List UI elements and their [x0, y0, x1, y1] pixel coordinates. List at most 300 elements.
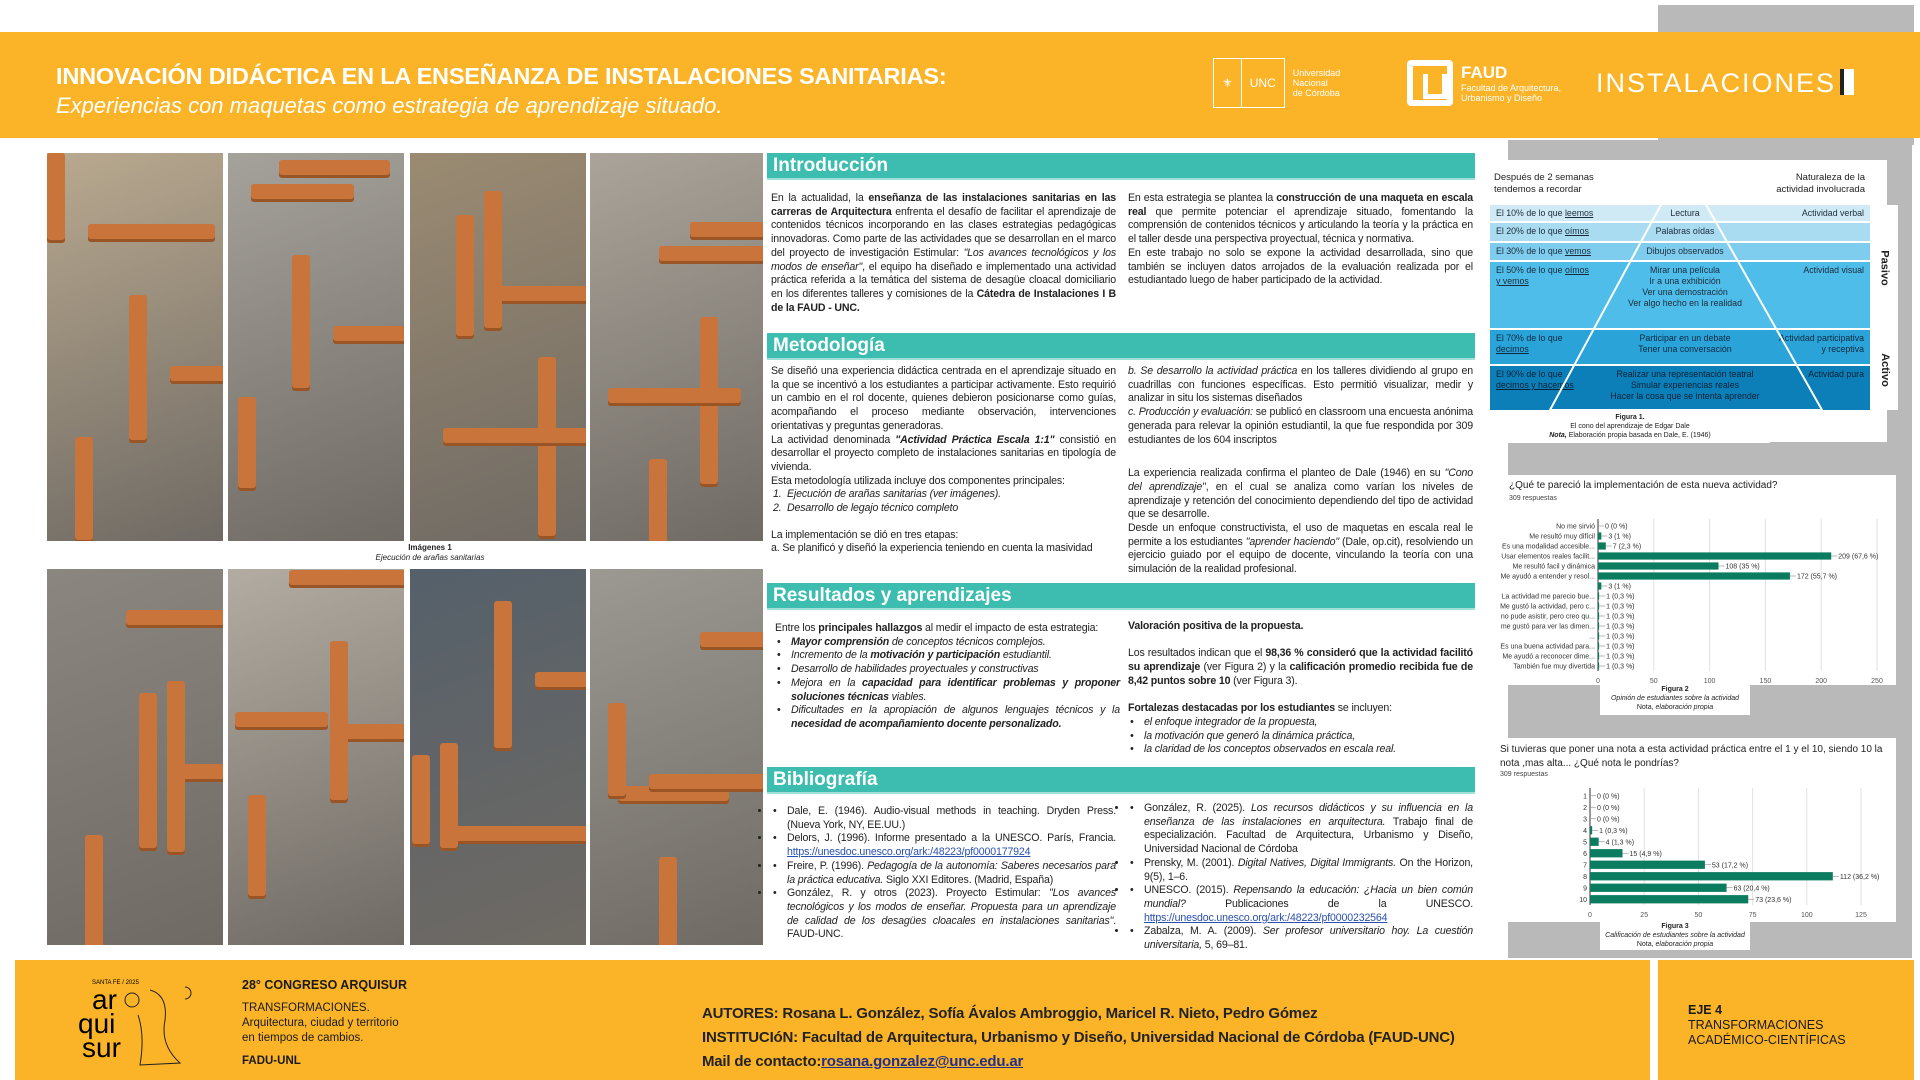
pipe-shape	[700, 632, 763, 650]
text-run: (ver Figura 2) y la	[1200, 661, 1290, 674]
caption-text: Calificación de estudiantes sobre la actividad	[1605, 932, 1745, 939]
text-run: "Los avances tecnológicos y los modos de enseñar. Propuesta para un aprendizaje de calidad de los desagües cloacales en instalaciones sanitarias"	[787, 887, 1116, 927]
bar	[1590, 861, 1705, 869]
activity-nature	[1770, 243, 1870, 260]
data-label: 108 (35 %)	[1725, 563, 1760, 571]
pipe-shape	[129, 295, 147, 443]
pipe-shape	[180, 764, 223, 782]
bar	[1590, 849, 1623, 857]
activity-nature	[1770, 223, 1870, 241]
text-run: consistió en desarrollar el proyecto completo de instalaciones sanitarias en tipología de vivienda.	[771, 433, 1117, 473]
activity-label: Realizar una representación teatral Simular experiencias reales Hacer la cosa que se intenta aprender	[1610, 369, 1760, 401]
unc-name-line: Nacional	[1292, 78, 1328, 88]
x-tick-label: 0	[1596, 678, 1600, 685]
figure-2-caption	[1600, 685, 1750, 715]
list-item	[1128, 925, 1473, 952]
pipe-shape	[333, 326, 404, 344]
data-label: 1 (0,3 %)	[1606, 663, 1635, 671]
congress-theme: TRANSFORMACIONES.	[242, 1002, 370, 1014]
text-run: Repensando la educación: ¿Hacia un bien común mundial?	[1144, 884, 1473, 910]
cone-row	[1490, 223, 1870, 241]
paragraph	[775, 622, 1120, 636]
strength-item: • la claridad de los conceptos observados en escala real.	[1128, 743, 1473, 757]
category-label: 3	[1583, 816, 1587, 824]
axis-name: ACADÉMICO-CIENTÍFICAS	[1688, 1033, 1846, 1047]
data-label: 0 (0 %)	[1597, 793, 1620, 801]
x-tick-label: 50	[1649, 678, 1658, 685]
text-run: b. Se desarrollo la actividad práctica	[1128, 365, 1298, 377]
data-label: 0 (0 %)	[1597, 804, 1620, 812]
list-item	[775, 663, 1120, 677]
paragraph	[771, 434, 1116, 475]
text-run: Zabalza, M. A. (2009).	[1144, 925, 1263, 938]
activity-label: Palabras oídas	[1655, 226, 1715, 236]
congress-theme: en tiempos de cambios.	[242, 1032, 364, 1044]
active-text: Activo	[1879, 353, 1891, 387]
pipe-shape	[659, 857, 677, 945]
text-run: . FAUD-UNC.	[787, 914, 1116, 941]
bar	[1598, 662, 1599, 669]
caption-note: elaboración propia	[1653, 704, 1714, 711]
data-label: 73 (23,6 %)	[1755, 896, 1792, 904]
pipe-shape	[659, 246, 763, 264]
text-run: Entre los	[775, 622, 819, 634]
resultados-col-2	[1128, 620, 1473, 757]
stage-a: a. Se planificó y diseñó la experiencia teniendo en cuenta la masividad	[771, 542, 1093, 555]
cone-row	[1490, 262, 1870, 328]
bar	[1598, 562, 1719, 569]
category-label: 10	[1579, 896, 1587, 904]
x-tick-label: 50	[1694, 912, 1703, 919]
category-label: No me sirvió	[1556, 523, 1595, 531]
figure-3-caption	[1600, 922, 1750, 950]
bar	[1598, 542, 1606, 549]
faud-mark-icon	[1407, 60, 1453, 106]
component-item: 2. Desarrollo de legajo técnico completo	[771, 502, 1116, 516]
activity-nature: Actividad verbal	[1801, 208, 1864, 218]
faud-abbr: FAUD	[1461, 63, 1508, 82]
x-tick-label: 100	[1800, 912, 1813, 919]
text-run: Siglo XXI Editores. (Madrid, España)	[883, 873, 1054, 886]
activity-nature: Actividad pura	[1808, 369, 1864, 379]
bibliography-col-1	[771, 805, 1116, 942]
bar	[1598, 632, 1599, 639]
retention-verb: decimos y hacemos	[1496, 380, 1574, 390]
pipe-shape	[126, 610, 223, 628]
chart-plot	[1487, 505, 1896, 685]
paragraph	[1128, 647, 1473, 688]
bar	[1598, 642, 1599, 649]
congress-theme: Arquitectura, ciudad y territorio	[242, 1017, 399, 1029]
bar	[1590, 884, 1727, 892]
pipe-shape	[330, 641, 348, 803]
photo-arana-sanitaria	[590, 569, 763, 945]
retention-verb: oímos	[1564, 226, 1589, 236]
pipe-shape	[75, 437, 93, 541]
text-run: de conceptos técnicos complejos.	[889, 635, 1046, 648]
data-label: 1 (0,3 %)	[1606, 653, 1635, 661]
data-label: 1 (0,3 %)	[1606, 613, 1635, 621]
text-run: Mayor comprensión	[791, 635, 890, 648]
activity-label: Mirar una película Ir a una exhibición Ver una demostración Ver algo hecho en la realidad	[1628, 265, 1742, 308]
data-label: 0 (0 %)	[1597, 816, 1620, 824]
retention-pct: El 70% de lo que	[1496, 333, 1563, 343]
data-label: 15 (4,9 %)	[1629, 850, 1662, 858]
text-run: calificación promedio recibida fue de 8,42 puntos sobre 10	[1128, 661, 1473, 687]
cone-right-heading: Naturaleza de la actividad involucrada	[1776, 172, 1865, 195]
instalaciones-logo	[1596, 68, 1854, 99]
list-item	[775, 636, 1120, 650]
passive-text: Pasivo	[1879, 249, 1891, 286]
retention-label	[1490, 243, 1600, 260]
figure-1-caption	[1490, 410, 1770, 443]
chart-title: ¿Qué te pareció la implementación de esta nueva actividad?	[1509, 480, 1778, 491]
section-heading-introduccion: Introducción	[767, 153, 1475, 180]
svg-text:SANTA FE / 2025: SANTA FE / 2025	[92, 980, 139, 986]
paragraph	[1128, 689, 1473, 703]
resultados-col-1	[775, 622, 1120, 732]
data-label: 3 (1 %)	[1608, 533, 1631, 541]
category-label: Me resultó muy difícil	[1529, 533, 1595, 541]
pipe-shape	[494, 601, 512, 751]
svg-text:qui: qui	[78, 1008, 116, 1039]
strength-item: • la motivación que generó la dinámica práctica,	[1128, 730, 1473, 744]
category-label: 5	[1583, 839, 1587, 847]
paragraph	[771, 365, 1116, 434]
retention-pct: El 50% de lo que	[1496, 265, 1565, 275]
category-label: 7	[1583, 862, 1587, 870]
pipe-shape	[443, 428, 586, 446]
category-label: Es una modalidad accesible...	[1502, 543, 1595, 551]
reference-link[interactable]: https://unesdoc.unesco.org/ark:/48223/pf0000177924	[787, 846, 1031, 859]
resultados-intro	[775, 622, 1120, 636]
caption-text: Opinión de estudiantes sobre la actividad	[1610, 695, 1740, 702]
data-label: 3 (1 %)	[1608, 583, 1631, 591]
resultados-paragraphs	[1128, 620, 1473, 716]
text-run: Se diseñó una experiencia didáctica centrada en el aprendizaje situado en la que se incentivó a los estudiantes a participar activamente. Esto requirió un cambio en el rol docente, quienes debieron posicionarse como guías, acompañando el proceso mediante observación, intervenciones orientativas y preguntas generadoras.	[771, 365, 1116, 432]
list-item	[775, 704, 1120, 731]
activity-label: Participar en un debate Tener una conversación	[1638, 333, 1732, 354]
text-run: Dificultades en la apropiación de algunos lenguajes técnicos y la	[791, 704, 1120, 717]
category-label: me gustó para ver las dimen...	[1500, 623, 1595, 631]
institution-label: INSTITUCIóN:	[702, 1029, 798, 1046]
pipe-shape	[88, 224, 215, 242]
reference-link[interactable]: https://unesdoc.unesco.org/ark:/48223/pf0000232564	[1144, 911, 1388, 924]
text-run: Delors, J. (1996). Informe presentado a la UNESCO. París, Francia.	[787, 832, 1116, 845]
pipe-shape	[497, 286, 586, 304]
category-label: Me resultó facil y dinámica	[1512, 563, 1595, 571]
data-label: 7 (2,3 %)	[1612, 543, 1642, 551]
data-label: 1 (0,3 %)	[1606, 633, 1635, 641]
retention-verb: decimos	[1496, 344, 1529, 354]
x-tick-label: 200	[1815, 678, 1828, 685]
pipe-shape	[649, 774, 763, 792]
instalaciones-text: INSTALACIONES	[1596, 68, 1837, 98]
cone-row	[1490, 330, 1870, 364]
axis-number: EJE 4	[1688, 1003, 1723, 1017]
text-run: UNESCO. (2015).	[1144, 884, 1234, 897]
x-tick-label: 150	[1759, 678, 1772, 685]
pipe-shape	[238, 397, 256, 491]
paragraph	[1128, 247, 1473, 288]
retention-pct: El 20% de lo que	[1496, 226, 1565, 236]
bar	[1598, 612, 1599, 619]
paragraph	[1128, 365, 1473, 406]
data-label: 63 (20,4 %)	[1733, 885, 1770, 893]
unc-seal-icon: ⚜	[1222, 76, 1233, 90]
text-run: Digital Natives, Digital Immigrants.	[1237, 856, 1396, 869]
data-label: 1 (0,3 %)	[1606, 643, 1635, 651]
activity-nature: Actividad participativa y receptiva	[1778, 333, 1864, 354]
figure-2-chart	[1487, 475, 1896, 685]
paragraph	[1128, 620, 1473, 634]
passive-label	[1872, 205, 1898, 330]
text-run: González, R. y otros (2023). Proyecto Estimular:	[787, 887, 1049, 900]
pipe-shape	[535, 672, 586, 690]
category-label: 6	[1583, 850, 1587, 858]
bibliography-col-2	[1128, 802, 1473, 953]
retention-label	[1490, 330, 1600, 364]
congress-name: 28° CONGRESO ARQUISUR	[242, 978, 407, 992]
list-item	[775, 677, 1120, 704]
text-run: La actividad denominada	[771, 433, 896, 446]
svg-text:ar: ar	[92, 984, 117, 1015]
caption-title: Figura 2	[1661, 686, 1689, 693]
metodo-col-1	[771, 365, 1116, 556]
list-item	[1128, 802, 1473, 857]
text-run: En la actualidad, la	[771, 192, 869, 204]
text-run: capacidad para identificar problemas y proponer soluciones técnicas	[791, 676, 1120, 703]
text-run: Cátedra de Instalaciones I B de la FAUD - UNC.	[771, 287, 1116, 314]
unc-name-line: de Córdoba	[1292, 88, 1340, 98]
text-run: c. Producción y evaluación:	[1128, 406, 1253, 419]
cone-row	[1490, 205, 1870, 221]
bar	[1598, 572, 1790, 579]
pipe-shape	[343, 724, 404, 742]
pipe-shape	[47, 153, 65, 243]
text-run: "aprender haciendo"	[1245, 535, 1339, 548]
data-label: 112 (36,2 %)	[1839, 873, 1880, 881]
bar	[1598, 592, 1599, 599]
text-run: Dale, E. (1946). Audio-visual methods in teaching. Dryden Press. (Nueva York, NY, EE.UU.)	[787, 805, 1116, 831]
svg-text:sur: sur	[82, 1032, 121, 1063]
caption-text: Ejecución de arañas sanitarias	[375, 553, 485, 562]
category-label: 9	[1583, 885, 1587, 893]
pipe-shape	[538, 357, 556, 539]
pipe-shape	[139, 693, 157, 851]
list-item	[1128, 857, 1473, 884]
institution-line	[702, 1029, 1455, 1046]
pipe-shape	[608, 703, 626, 799]
category-label: 1	[1583, 793, 1587, 801]
category-label: Es una buena actividad para...	[1500, 643, 1595, 651]
pipe-shape	[690, 222, 763, 240]
list-item	[771, 832, 1116, 859]
caption-text: El cono del aprendizaje de Edgar Dale	[1570, 423, 1690, 430]
bar	[1598, 622, 1599, 629]
section-heading-bibliografia: Bibliografía	[767, 767, 1475, 794]
metodo-paragraphs	[1128, 365, 1473, 447]
list-item	[771, 860, 1116, 887]
faud-name-line: Urbanismo y Diseño	[1461, 93, 1543, 103]
bar	[1598, 582, 1601, 589]
text-run: (ver Figura 3).	[1230, 674, 1298, 687]
stages-intro: La implementación se dió en tres etapas:	[771, 528, 959, 541]
text-run: Desde un enfoque constructivista, el uso de maquetas en escala real le permite a los estudiantes	[1128, 522, 1473, 548]
bar	[1598, 532, 1601, 539]
instalaciones-b-icon	[1840, 69, 1854, 95]
list-item	[771, 887, 1116, 942]
pipe-shape	[167, 681, 185, 855]
retention-label	[1490, 223, 1600, 241]
retention-pct: El 10% de lo que	[1496, 208, 1565, 218]
unc-abbr: UNC	[1241, 59, 1284, 107]
component-item: 1. Ejecución de arañas sanitarias (ver imágenes).	[771, 488, 1116, 502]
photo-arana-sanitaria	[590, 153, 763, 541]
x-tick-label: 0	[1588, 912, 1592, 919]
metodo-paragraphs	[1128, 467, 1473, 577]
data-label: 1 (0,3 %)	[1606, 593, 1635, 601]
bar	[1590, 838, 1599, 846]
text-run: Los recursos didácticos y su influencia en la enseñanza de las instalaciones en arquitectura.	[1144, 802, 1473, 828]
text-run: 5, 69–81.	[1201, 939, 1248, 952]
data-label: 172 (55,7 %)	[1796, 573, 1838, 581]
contact-email-link[interactable]: rosana.gonzalez@unc.edu.ar	[821, 1053, 1024, 1070]
metodo-paragraphs	[771, 365, 1116, 488]
data-label: 0 (0 %)	[1605, 523, 1628, 531]
pipe-shape	[251, 184, 354, 202]
retention-label	[1490, 205, 1600, 221]
text-run: González, R. (2025).	[1144, 802, 1251, 814]
text-run: En este trabajo no solo se expone la actividad desarrollada, sino que también se incluyen datos arrojados de la evaluación realizada por el estudiantado luego de haber participado de la actividad.	[1128, 246, 1473, 287]
intro-col-1	[771, 192, 1116, 315]
paragraph	[1128, 192, 1473, 247]
paragraph	[1128, 702, 1473, 716]
caption-note-label: Nota,	[1549, 432, 1567, 439]
contact-line	[702, 1053, 1023, 1070]
text-run: , el equipo ha diseñado e implementado una actividad práctica referida a la temática del sistema de desagüe cloacal domiciliario en los diferentes talleres y comisiones de la	[771, 260, 1116, 300]
text-run: On the Horizon, 9(5), 1–6.	[1144, 856, 1473, 883]
text-run: Ser profesor universitario hoy. La cuestión universitaria,	[1144, 925, 1473, 952]
pipe-shape	[235, 712, 328, 730]
category-label: no pude asistir, pero creo qu...	[1500, 613, 1595, 621]
text-run: Freire, P. (1996).	[787, 859, 868, 872]
category-label: Me ayudó a entender y resol...	[1500, 573, 1595, 581]
pipe-shape	[456, 215, 474, 339]
text-run: "Actividad Práctica Escala 1:1"	[895, 433, 1055, 446]
paragraph	[1128, 406, 1473, 447]
caption-note: Elaboración propia basada en Dale, E. (1946)	[1566, 432, 1711, 439]
caption-note-label: Nota,	[1636, 941, 1654, 948]
text-run: que permite potenciar el aprendizaje situado, fomentando la comprensión de contenidos técnicos y articulando la teoría y la práctica en el taller desde una perspectiva proyectual, técnica y normativa.	[1128, 205, 1473, 246]
list-item	[775, 649, 1120, 663]
pipe-shape	[608, 388, 741, 406]
chart-title: Si tuvieras que poner una nota a esta actividad práctica entre el 1 y el 10, siendo 10 la nota ,mas alta... ¿Qué nota le pondrías?	[1500, 744, 1883, 769]
x-tick-label: 75	[1748, 912, 1757, 919]
photo-arana-sanitaria	[47, 153, 223, 541]
text-run: en los talleres dividiendo al grupo en cuadrillas con funciones específicas. Esto permitió visualizar, medir y analizar in situ los sistemas diseñados	[1128, 365, 1473, 405]
category-label: 2	[1583, 804, 1587, 812]
text-run: Desarrollo de habilidades proyectuales y constructivas	[791, 663, 1039, 676]
bar	[1590, 872, 1833, 880]
text-run: (Dale, op.cit), resolviendo un ejercicio guiado por el equipo de docente, vinculando la teoría con una simulación de la realidad profesional.	[1128, 535, 1473, 576]
arquisur-logo	[70, 975, 210, 1070]
figure-3-chart	[1487, 738, 1896, 922]
text-run: principales hallazgos	[818, 622, 923, 634]
authors-line	[702, 1005, 1317, 1022]
category-label: Usar elementos reales facilit...	[1501, 553, 1595, 561]
photo-arana-sanitaria	[47, 569, 223, 945]
pipe-shape	[440, 743, 458, 851]
text-run: Prensky, M. (2001).	[1144, 856, 1238, 869]
retention-label	[1490, 262, 1600, 328]
paragraph	[1128, 522, 1473, 577]
pipe-shape	[289, 570, 404, 588]
caption-note: elaboración propia	[1653, 941, 1714, 948]
activity-nature: Actividad visual	[1803, 265, 1864, 275]
photo-arana-sanitaria	[410, 153, 586, 541]
text-run: "Cono del aprendizaje"	[1128, 467, 1473, 493]
caption-title: Imágenes 1	[408, 543, 452, 552]
caption-note-label: Nota,	[1636, 704, 1654, 711]
retention-verb: oímos y vemos	[1496, 265, 1589, 286]
pipe-shape	[170, 366, 223, 384]
pipe-shape	[279, 160, 390, 178]
bar	[1590, 895, 1748, 903]
text-run: estudiantil.	[1000, 649, 1052, 662]
category-label: Me ayudó a reconocer dime...	[1502, 653, 1595, 661]
retention-verb: vemos	[1564, 246, 1591, 256]
data-label: 1 (0,3 %)	[1599, 827, 1628, 835]
authors: Rosana L. González, Sofía Ávalos Ambroggio, Maricel R. Nieto, Pedro Gómez	[778, 1005, 1318, 1022]
text-run: Pedagogía de la autonomía: Saberes necesarios para la práctica educativa.	[787, 859, 1117, 886]
x-tick-label: 25	[1640, 912, 1649, 919]
cone-row	[1490, 366, 1870, 410]
mail-label: Mail de contacto:	[702, 1053, 822, 1070]
text-run: construcción de una maqueta en escala real	[1128, 192, 1473, 218]
text-run: 98,36 % consideró que la actividad facilitó su aprendizaje	[1128, 647, 1473, 674]
institution: Facultad de Arquitectura, Urbanismo y Diseño, Universidad Nacional de Córdoba (FAUD-UNC)	[797, 1029, 1455, 1046]
category-label: 4	[1583, 827, 1587, 835]
category-label: También fue muy divertida	[1513, 663, 1595, 671]
text-run: Trabajo final de especialización. Facultad de Arquitectura, Urbanismo y Diseño, Universidad Nacional de Córdoba	[1144, 815, 1473, 856]
data-label: 53 (17,2 %)	[1711, 862, 1749, 870]
photo-caption	[290, 543, 570, 563]
paragraph	[771, 192, 1116, 315]
caption-title: Figura 3	[1661, 923, 1689, 930]
text-run: necesidad de acompañamiento docente personalizado.	[791, 717, 1062, 730]
bar	[1598, 652, 1599, 659]
poster-subtitle: Experiencias con maquetas como estrategia de aprendizaje situado.	[56, 93, 723, 118]
text-run: se incluyen:	[1334, 702, 1392, 715]
caption-title: Figura 1.	[1615, 414, 1645, 421]
category-label: 8	[1583, 873, 1587, 881]
faud-logo	[1407, 60, 1561, 106]
paragraph	[1128, 467, 1473, 522]
pipe-shape	[85, 835, 103, 945]
data-label: 1 (0,3 %)	[1606, 603, 1635, 611]
list-item	[771, 805, 1116, 832]
text-run: La experiencia realizada confirma el planteo de Dale (1946) en su	[1128, 467, 1445, 480]
pipe-shape	[248, 795, 266, 899]
section-heading-metodologia: Metodología	[767, 333, 1475, 360]
unc-logo	[1213, 58, 1340, 108]
authors-label: AUTORES:	[702, 1005, 779, 1022]
text-run: Esta metodología utilizada incluye dos componentes principales:	[771, 474, 1065, 487]
section-heading-resultados: Resultados y aprendizajes	[767, 583, 1475, 610]
data-label: 1 (0,3 %)	[1606, 623, 1635, 631]
findings-list	[775, 636, 1120, 732]
